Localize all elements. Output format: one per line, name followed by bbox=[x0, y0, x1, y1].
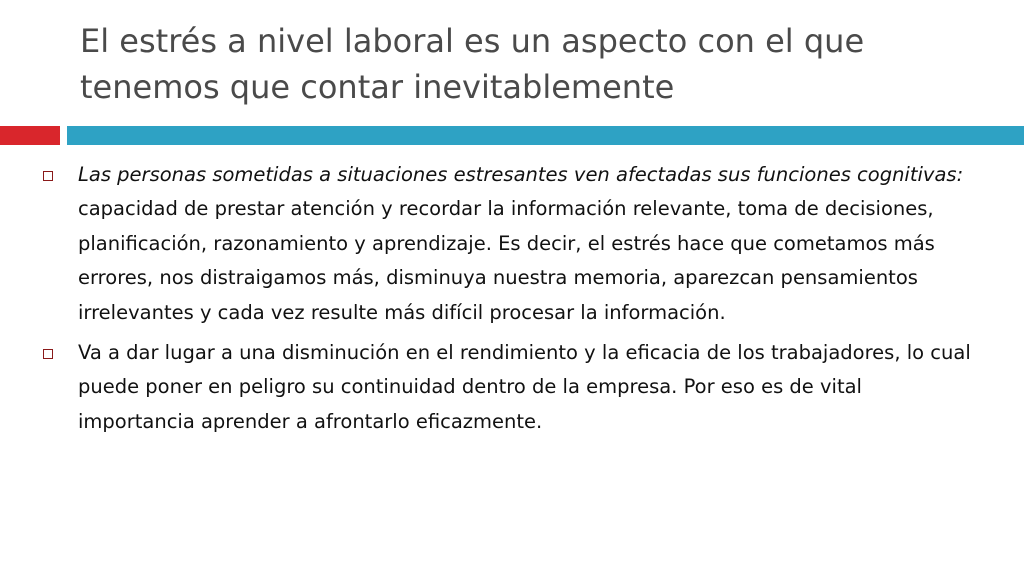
bullet-text bbox=[78, 341, 971, 433]
bullet-text bbox=[78, 163, 963, 324]
bullet-item bbox=[40, 158, 980, 330]
bullet-list bbox=[40, 158, 980, 445]
accent-bar-red bbox=[0, 126, 60, 145]
bullet-body-text: Va a dar lugar a una disminución en el rendimiento y la eficacia de los trabajadores, lo cual puede poner en peligro su continuidad dentro de la empresa. Por eso es de vital importancia aprender a afrontarlo eficazmente. bbox=[78, 341, 971, 433]
accent-bar-blue bbox=[67, 126, 1024, 145]
bullet-italic-text: Las personas sometidas a situaciones estresantes ven afectadas sus funciones cognitivas: bbox=[78, 163, 964, 186]
slide-title: El estrés a nivel laboral es un aspecto con el que tenemos que contar inevitablemente bbox=[80, 22, 865, 106]
square-bullet-icon bbox=[43, 171, 53, 181]
bullet-item bbox=[40, 336, 980, 439]
bullet-body-text: capacidad de prestar atención y recordar la información relevante, toma de decisiones, planificación, razonamiento y aprendizaje. Es decir, el estrés hace que cometamos más errores, nos distraigamos más, disminuya nuestra memoria, aparezcan pensamientos irrelevantes y cada vez resulte más difícil procesar la información. bbox=[78, 197, 935, 324]
square-bullet-icon bbox=[43, 349, 53, 359]
